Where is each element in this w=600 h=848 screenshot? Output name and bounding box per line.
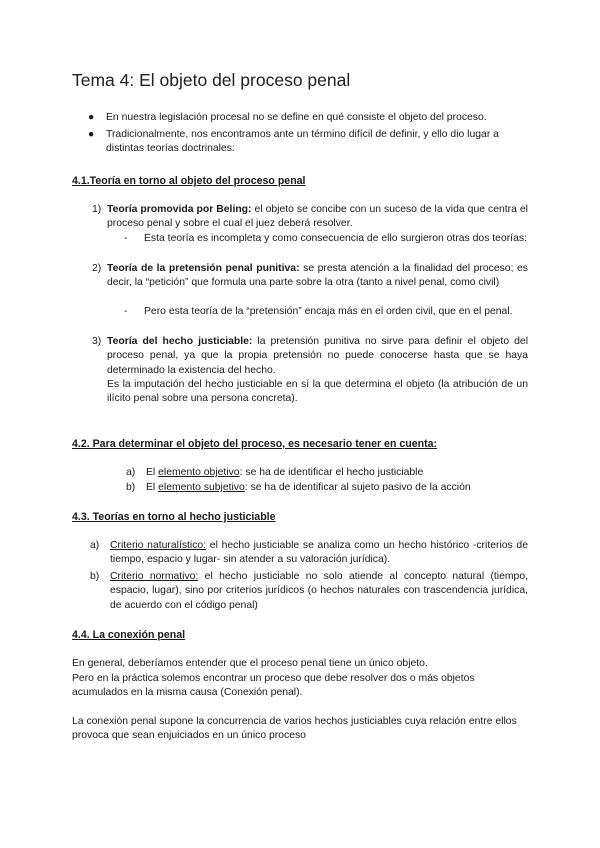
item-text: : se ha de identificar al sujeto pasivo de la acción <box>244 482 471 493</box>
bullet-icon: ● <box>88 129 95 140</box>
page-title: Tema 4: El objeto del proceso penal <box>72 70 351 90</box>
item-text: el objeto se concibe con un suceso de la vida que centra el proceso penal y sobre el cual el juez deberá resolver. <box>107 204 528 230</box>
item-text: el hecho justiciable se analiza como un hecho histórico -criterios de tiempo, espacio y lugar- sin atender a su valoración jurídica). <box>110 540 528 566</box>
bullet-text: En nuestra legislación procesal no se define en qué consiste el objeto del proceso. <box>106 112 487 123</box>
sub-item-text: Esta teoría es incompleta y como consecuencia de ello surgieron otras dos teorías: <box>144 233 527 244</box>
item-body <box>107 262 528 291</box>
item-term: elemento objetivo <box>158 467 240 478</box>
item-term: Criterio naturalístico: <box>110 540 207 551</box>
list-item <box>88 111 528 126</box>
item-label: Teoría de la pretensión penal punitiva: <box>107 263 300 274</box>
bullet-icon: ● <box>88 112 95 123</box>
item-number: 2) <box>92 263 102 274</box>
dash-marker: - <box>124 233 128 244</box>
item-number: 3) <box>92 336 102 347</box>
item-body <box>107 203 528 232</box>
item-body <box>107 335 528 378</box>
item-label: Teoría del hecho justiciable: <box>107 336 253 347</box>
item-marker: b) <box>126 482 136 493</box>
section-heading-4-1: 4.1.Teoría en torno al objeto del proceso penal <box>72 175 306 187</box>
item-term: elemento subjetivo <box>158 482 245 493</box>
item-extra-text: Es la imputación del hecho justiciable en sí la que determina el objeto (la atribución de un ilícito penal sobre una persona concreta). <box>107 379 528 405</box>
section-heading-4-4: 4.4. La conexión penal <box>72 629 186 641</box>
paragraph: La conexión penal supone la concurrencia de varios hechos justiciables cuya relación entre ellos provoca que sean enjuiciados en un único proceso <box>72 716 517 742</box>
item-label: Teoría promovida por Beling: <box>107 204 252 215</box>
section-heading-4-2: 4.2. Para determinar el objeto del proceso, es necesario tener en cuenta: <box>72 438 438 450</box>
dash-marker: - <box>124 306 128 317</box>
item-text: se presta atención a la finalidad del proceso; es decir, la “petición” que formula una parte sobre la otra (tanto a nivel penal, como civil) <box>107 263 529 289</box>
list-item <box>126 466 528 481</box>
item-marker: b) <box>90 571 100 582</box>
paragraph: Pero en la práctica solemos encontrar un proceso que debe resolver dos o más objetos acumulados en la misma causa (Conexión penal). <box>72 673 475 699</box>
item-body <box>146 481 528 495</box>
item-body <box>110 539 528 568</box>
item-number: 1) <box>92 204 102 215</box>
item-text: el hecho justiciable no solo atiende al concepto natural (tiempo, espacio, lugar), sino por criterios jurídicos (o hechos naturales con trascendencia jurídica, de acuerdo con el código penal) <box>110 571 528 611</box>
list-item <box>126 481 528 496</box>
item-text: la pretensión punitiva no sirve para definir el objeto del proceso penal, ya que la propia pretensión no puede conocerse hasta que se haya determinado la existencia del hecho. <box>107 336 528 376</box>
item-prefix: El <box>146 467 159 478</box>
item-body <box>146 466 528 480</box>
item-text: : se ha de identificar el hecho justiciable <box>239 467 424 478</box>
item-prefix: El <box>146 482 159 493</box>
item-marker: a) <box>126 467 136 478</box>
sub-item-text: Pero esta teoría de la “pretensión” encaja más en el orden civil, que en el penal. <box>144 306 513 317</box>
item-marker: a) <box>90 540 100 551</box>
section-heading-4-3: 4.3. Teorías en torno al hecho justiciable <box>72 511 276 523</box>
item-body <box>110 570 528 613</box>
paragraph: En general, deberíamos entender que el proceso penal tiene un único objeto. <box>72 658 428 669</box>
bullet-text: Tradicionalmente, nos encontramos ante un término difícil de definir, y ello dio lugar a distintas teorías doctrinales: <box>106 129 499 155</box>
list-item <box>88 128 528 158</box>
item-term: Criterio normativo: <box>110 571 199 582</box>
